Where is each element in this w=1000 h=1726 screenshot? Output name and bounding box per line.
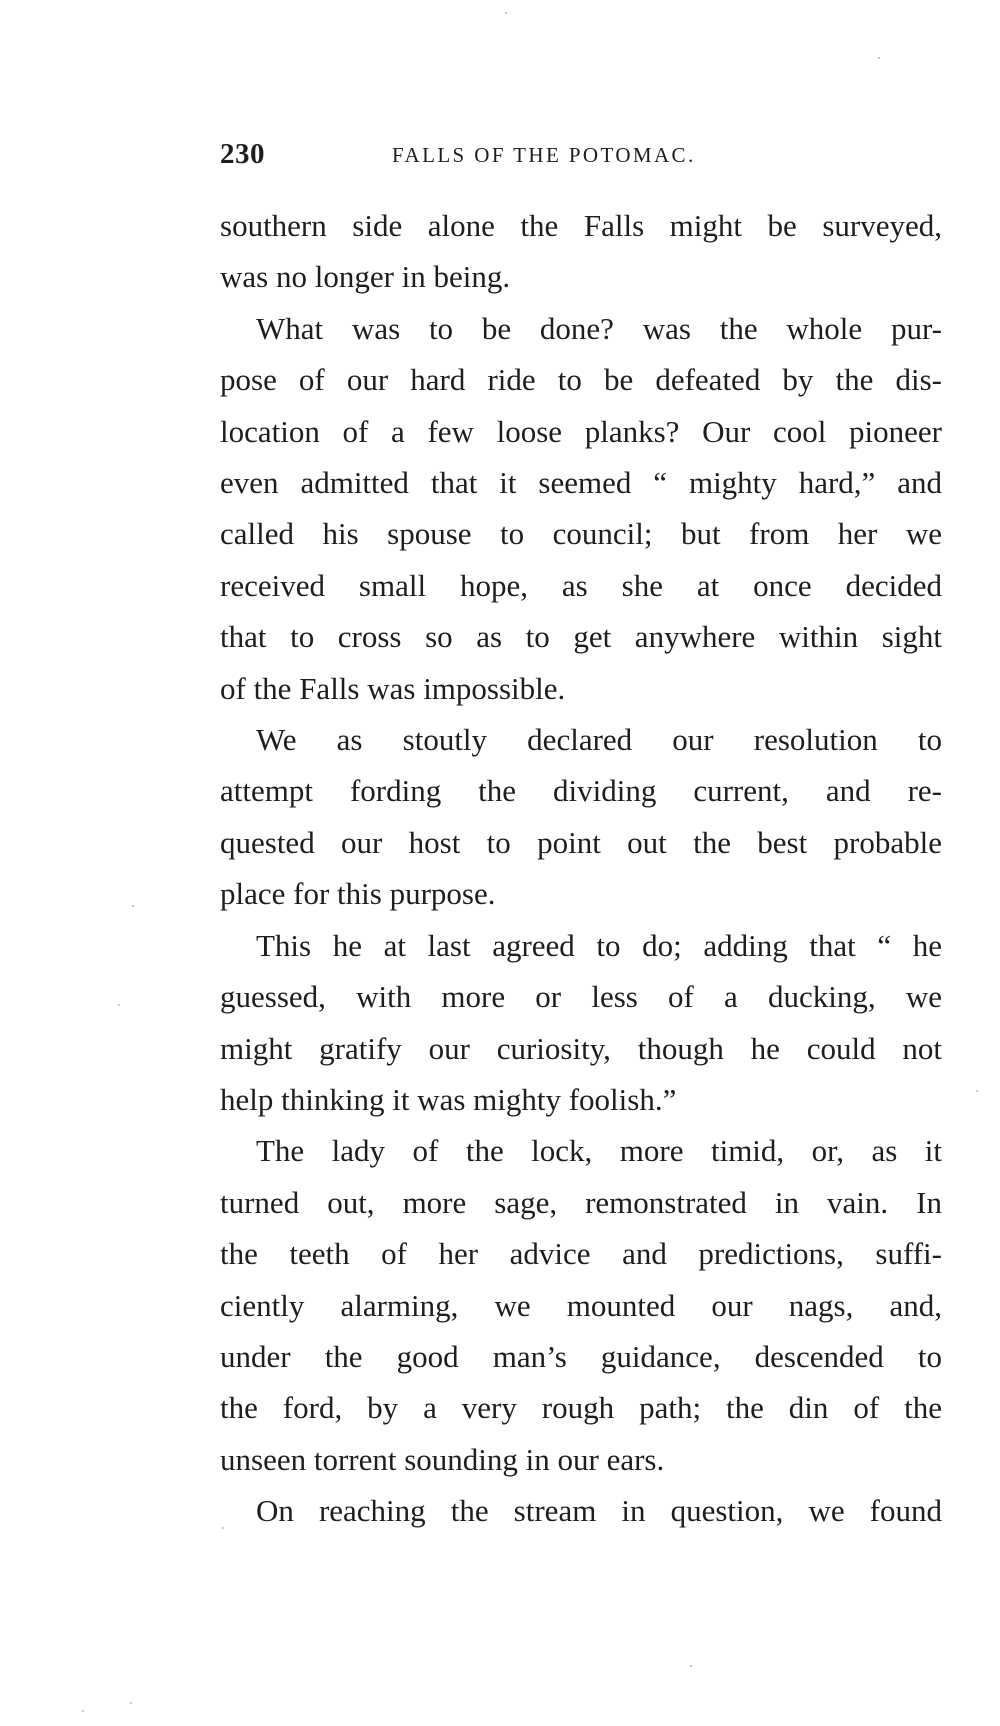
paragraph (220, 920, 942, 1126)
text-line: was no longer in being. (220, 259, 511, 295)
paragraph (220, 200, 942, 303)
text-line: might gratify our curiosity, though he could not (220, 1030, 942, 1066)
paper-speck (222, 1527, 224, 1529)
paragraph (220, 714, 942, 920)
text-line: received small hope, as she at once decided (220, 567, 942, 603)
text-line: This he at last agreed to do; adding that “ he (256, 927, 942, 963)
text-line: We as stoutly declared our resolution to (256, 722, 942, 758)
paper-speck (82, 1710, 84, 1712)
text-line: even admitted that it seemed “ mighty hard,” and (220, 465, 942, 501)
paper-speck (976, 1090, 978, 1092)
text-line: turned out, more sage, remonstrated in vain. In (220, 1184, 942, 1220)
paper-speck (118, 1004, 120, 1006)
text-line: What was to be done? was the whole pur- (256, 310, 942, 346)
paragraph (220, 303, 942, 714)
text-line: southern side alone the Falls might be surveyed, (220, 208, 942, 243)
text-line: unseen torrent sounding in our ears. (220, 1441, 665, 1477)
text-line: help thinking it was mighty foolish.” (220, 1081, 677, 1117)
text-line: of the Falls was impossible. (220, 670, 566, 706)
running-head: FALLS OF THE POTOMAC. (392, 143, 696, 167)
paper-speck (132, 905, 134, 907)
text-line: the teeth of her advice and predictions, suffi- (220, 1236, 942, 1272)
page-number: 230 (220, 138, 265, 170)
paper-speck (505, 12, 507, 14)
paper-speck (690, 1665, 692, 1667)
text-line: On reaching the stream in question, we found (256, 1493, 942, 1529)
page-header (220, 138, 942, 178)
text-line: place for this purpose. (220, 876, 496, 912)
text-line: The lady of the lock, more timid, or, as it (256, 1133, 942, 1169)
body-text (220, 200, 942, 1537)
text-line: location of a few loose planks? Our cool pioneer (220, 413, 942, 449)
text-line: the ford, by a very rough path; the din of the (220, 1390, 942, 1426)
text-line: called his spouse to council; but from her we (220, 516, 942, 552)
text-line: attempt fording the dividing current, and re- (220, 773, 942, 809)
text-line: quested our host to point out the best probable (220, 824, 942, 860)
paper-speck (878, 57, 880, 59)
text-line: ciently alarming, we mounted our nags, and, (220, 1287, 942, 1323)
paragraph (220, 1125, 942, 1485)
text-line: pose of our hard ride to be defeated by the dis- (220, 362, 942, 398)
paragraph (220, 1485, 942, 1536)
text-line: under the good man’s guidance, descended to (220, 1338, 942, 1374)
text-line: guessed, with more or less of a ducking, we (220, 979, 942, 1015)
paper-speck (130, 1702, 132, 1704)
text-line: that to cross so as to get anywhere within sight (220, 619, 942, 655)
